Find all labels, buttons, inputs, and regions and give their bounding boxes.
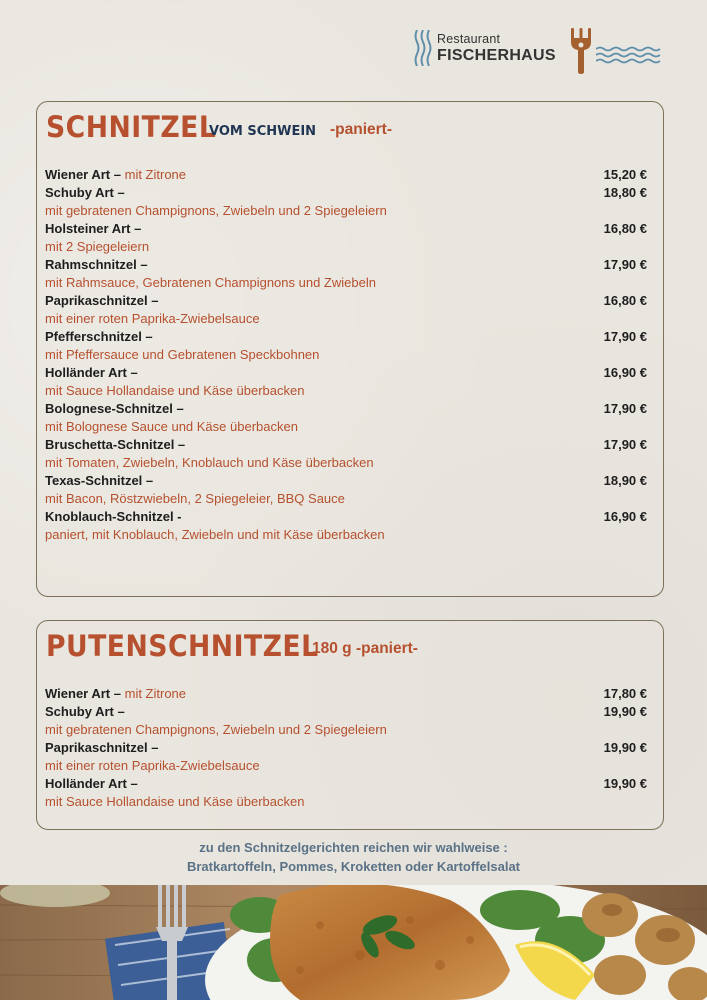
item-name: Pfefferschnitzel – bbox=[45, 329, 153, 344]
waves-icon bbox=[413, 30, 433, 66]
item-price: 17,80 € bbox=[603, 686, 647, 701]
logo-line1: Restaurant bbox=[437, 32, 501, 46]
item-name: Wiener Art – bbox=[45, 167, 121, 182]
menu-item bbox=[45, 685, 647, 703]
item-price: 16,90 € bbox=[603, 365, 647, 380]
item-desc: mit Bacon, Röstzwiebeln, 2 Spiegeleier, BBQ Sauce bbox=[45, 491, 345, 506]
menu-list bbox=[45, 685, 647, 811]
item-name: Holländer Art – bbox=[45, 776, 138, 791]
item-name: Holsteiner Art – bbox=[45, 221, 142, 236]
item-price: 17,90 € bbox=[603, 329, 647, 344]
item-name: Knoblauch-Schnitzel - bbox=[45, 509, 182, 524]
menu-list bbox=[45, 166, 647, 544]
putenschnitzel-section bbox=[36, 620, 664, 830]
menu-item bbox=[45, 400, 647, 436]
menu-item bbox=[45, 292, 647, 328]
item-desc: mit Rahmsauce, Gebratenen Champignons und Zwiebeln bbox=[45, 275, 376, 290]
item-price: 19,90 € bbox=[603, 704, 647, 719]
menu-item bbox=[45, 703, 647, 739]
restaurant-logo bbox=[413, 26, 663, 76]
item-name: Schuby Art – bbox=[45, 185, 125, 200]
item-name: Schuby Art – bbox=[45, 704, 125, 719]
item-desc: mit Bolognese Sauce und Käse überbacken bbox=[45, 419, 298, 434]
menu-item bbox=[45, 472, 647, 508]
item-price: 18,80 € bbox=[603, 185, 647, 200]
food-photo bbox=[0, 885, 707, 1000]
menu-item bbox=[45, 166, 647, 184]
item-price: 18,90 € bbox=[603, 473, 647, 488]
section-title: PUTENSCHNITZEL bbox=[46, 629, 319, 663]
item-desc: mit Sauce Hollandaise und Käse überbacken bbox=[45, 794, 305, 809]
item-name: Bolognese-Schnitzel – bbox=[45, 401, 184, 416]
item-name: Wiener Art – bbox=[45, 686, 121, 701]
menu-item bbox=[45, 184, 647, 220]
menu-item bbox=[45, 364, 647, 400]
footer-line2: Bratkartoffeln, Pommes, Kroketten oder Kartoffelsalat bbox=[186, 859, 521, 874]
section-subtitle: VOM SCHWEIN bbox=[209, 124, 317, 139]
menu-item bbox=[45, 436, 647, 472]
item-price: 16,80 € bbox=[603, 221, 647, 236]
item-name: Paprikaschnitzel – bbox=[45, 740, 159, 755]
waves-icon bbox=[596, 46, 662, 64]
side-dish-note bbox=[0, 838, 707, 876]
item-desc: paniert, mit Knoblauch, Zwiebeln und mit Käse überbacken bbox=[45, 527, 385, 542]
item-name: Paprikaschnitzel – bbox=[45, 293, 159, 308]
item-price: 15,20 € bbox=[603, 167, 647, 182]
logo-line2: FISCHERHAUS bbox=[437, 47, 556, 64]
item-price: 16,80 € bbox=[603, 293, 647, 308]
menu-item bbox=[45, 328, 647, 364]
item-desc: mit Sauce Hollandaise und Käse überbacken bbox=[45, 383, 305, 398]
schnitzel-section bbox=[36, 101, 664, 597]
item-desc: mit gebratenen Champignons, Zwiebeln und 2 Spiegeleiern bbox=[45, 203, 387, 218]
item-inline-desc: mit Zitrone bbox=[124, 167, 187, 182]
section-note: -paniert- bbox=[330, 121, 392, 138]
section-heading bbox=[46, 629, 418, 663]
item-desc: mit Tomaten, Zwiebeln, Knoblauch und Käse überbacken bbox=[45, 455, 374, 470]
item-name: Rahmschnitzel – bbox=[45, 257, 148, 272]
item-inline-desc: mit Zitrone bbox=[124, 686, 187, 701]
item-price: 16,90 € bbox=[603, 509, 647, 524]
menu-item bbox=[45, 220, 647, 256]
section-heading bbox=[46, 110, 392, 144]
item-desc: mit 2 Spiegeleiern bbox=[45, 239, 150, 254]
fork-icon bbox=[569, 28, 593, 74]
item-desc: mit Pfeffersauce und Gebratenen Speckbohnen bbox=[45, 347, 320, 362]
menu-item bbox=[45, 775, 647, 811]
item-desc: mit einer roten Paprika-Zwiebelsauce bbox=[45, 758, 260, 773]
menu-item bbox=[45, 508, 647, 544]
item-name: Texas-Schnitzel – bbox=[45, 473, 154, 488]
footer-line1: zu den Schnitzelgerichten reichen wir wahlweise : bbox=[199, 840, 508, 855]
item-price: 19,90 € bbox=[603, 776, 647, 791]
item-name: Bruschetta-Schnitzel – bbox=[45, 437, 186, 452]
section-title: SCHNITZEL bbox=[46, 110, 217, 144]
item-price: 17,90 € bbox=[603, 437, 647, 452]
item-price: 17,90 € bbox=[603, 401, 647, 416]
schnitzel-plate-image bbox=[0, 885, 707, 1000]
item-name: Holländer Art – bbox=[45, 365, 138, 380]
item-desc: mit einer roten Paprika-Zwiebelsauce bbox=[45, 311, 260, 326]
section-note: 180 g -paniert- bbox=[312, 640, 418, 657]
menu-item bbox=[45, 256, 647, 292]
item-desc: mit gebratenen Champignons, Zwiebeln und 2 Spiegeleiern bbox=[45, 722, 387, 737]
menu-item bbox=[45, 739, 647, 775]
item-price: 17,90 € bbox=[603, 257, 647, 272]
item-price: 19,90 € bbox=[603, 740, 647, 755]
